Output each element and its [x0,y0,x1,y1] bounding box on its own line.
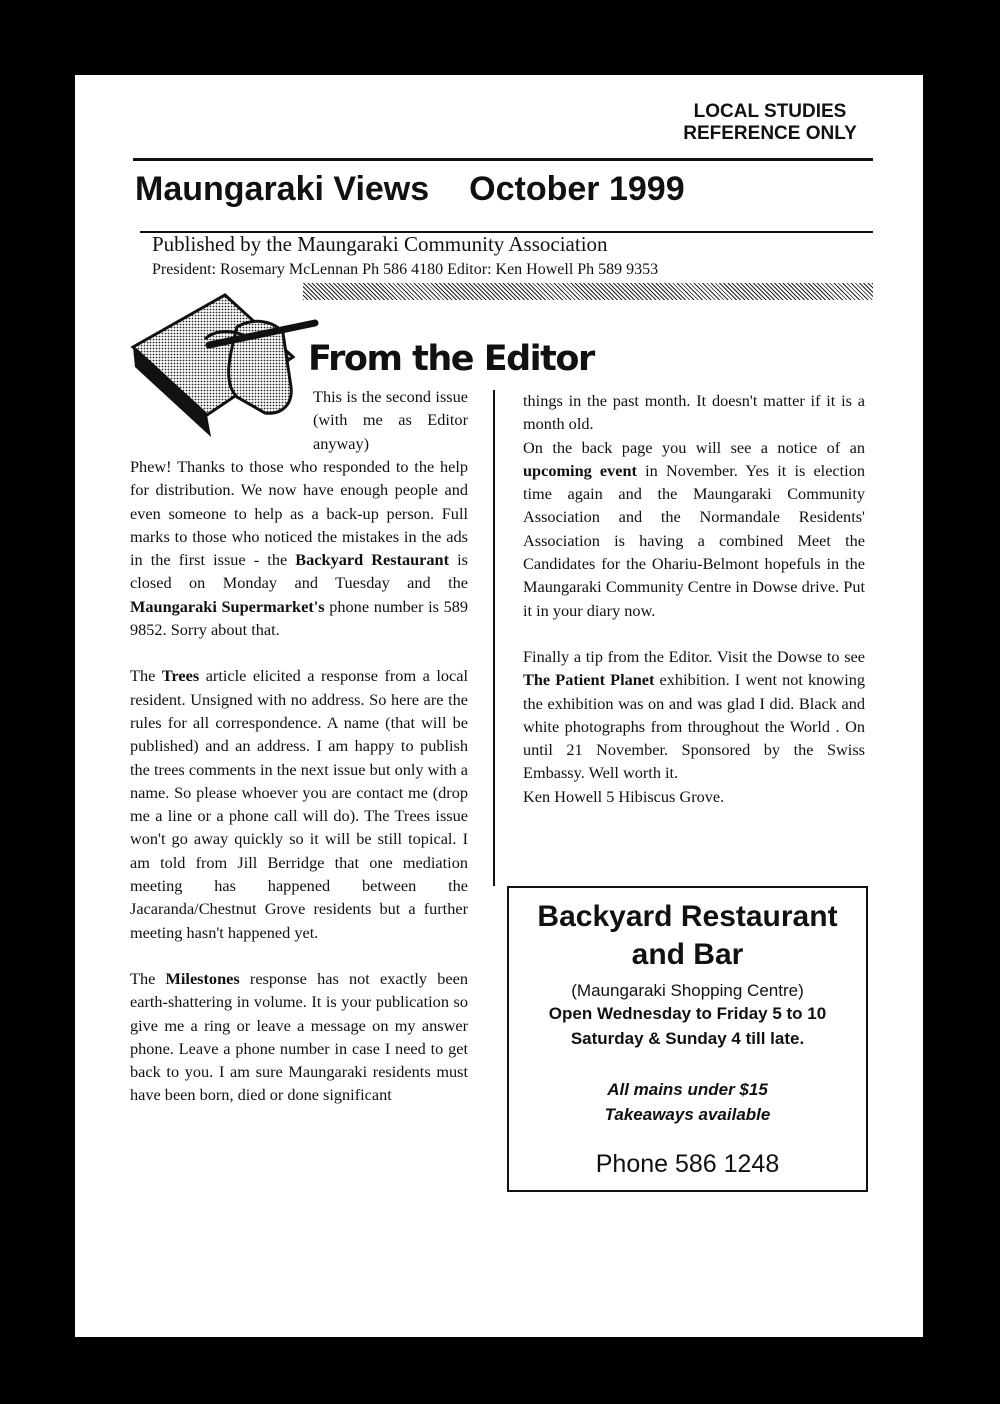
p3-bold-milestones: Milestones [165,968,240,988]
p2-text-a: The [130,666,162,686]
article-heading: From the Editor [308,339,594,379]
advert-name-line-1: Backyard Restaurant [537,900,838,933]
p3-text-c: response has not exactly been earth-shattering in volume. It is your publication so give me a ring or leave a message on my answer phone. Leave a phone number in case I need to get back to you. I am sure Maungaraki residents must have been born, died or done significant [130,968,468,1105]
advert-name-line-2: and Bar [631,938,744,971]
left-column [130,455,468,1107]
p4-text-a: On the back page you will see a notice of an [523,437,865,457]
p1-bold-backyard: Backyard Restaurant [295,550,450,570]
advert-restaurant-name [509,898,866,974]
editor-signoff: Ken Howell 5 Hibiscus Grove. [523,786,725,806]
newsletter-page [75,75,923,1337]
advert-hours-weekend: Saturday & Sunday 4 till late. [570,1029,805,1048]
column-divider [493,390,495,886]
p2-bold-trees: Trees [161,666,200,686]
right-column [523,389,865,808]
advert-mains: All mains under $15 [607,1080,768,1099]
p5-text-a: Finally a tip from the Editor. Visit the Dowse to see [523,646,865,666]
p1-text-d: phone number is 589 9852. Sorry about that. [130,596,468,640]
paragraph-election [523,436,865,622]
p4-bold-upcoming-event: upcoming event [523,460,637,480]
advert-phone: Phone 586 1248 [595,1150,780,1178]
stamp-line-2: REFERENCE ONLY [683,123,857,144]
paragraph-dowse-tip [523,645,865,785]
p3-text-a: The [130,968,166,988]
paragraph-distribution [130,455,468,641]
advert-location: (Maungaraki Shopping Centre) [571,981,804,1000]
masthead-title [135,170,685,209]
article-intro: This is the second issue (with me as Editor anyway) [313,387,468,453]
masthead-top-rule [133,158,873,161]
paragraph-trees [130,664,468,944]
writing-hand-clipart [125,287,325,447]
p1-text-a: Phew! Thanks to those who responded to the help for distribution. We now have enough people and even someone to help as a back-up person. Full marks to those who noticed the mistakes in the ads in the first issue - the [130,457,468,570]
issue-date: October 1999 [469,170,685,208]
advert-hours-weekday: Open Wednesday to Friday 5 to 10 [548,1004,827,1023]
publisher-line: Published by the Maungaraki Community Association [152,232,608,256]
restaurant-advert [507,886,868,1192]
p1-bold-supermarket: Maungaraki Supermarket's [130,596,325,616]
newsletter-name: Maungaraki Views [135,170,430,208]
paragraph-milestones [130,967,468,1107]
p4-text-c: in November. Yes it is election time again and the Maungaraki Community Association and the Normandale Residents' Association is having a combined Meet the Candidates for the Ohariu-Belmont hopefuls in the Maungaraki Community Centre in Dowse drive. Put it in your diary now. [523,460,865,620]
library-stamp [675,101,865,145]
p2-text-c: article elicited a response from a local resident. Unsigned with no address. So here are the rules for all correspondence. A name (that will be published) and an address. I am happy to publish the trees comments in the next issue but only with a name. So please whoever you are contact me (drop me a line or a phone call will do). The Trees issue won't go away quickly so it will be still topical. I am told from Jill Berridge that one mediation meeting has happened between the Jacaranda/Chestnut Grove residents but a further meeting hasn't happened yet. [130,666,468,942]
advert-offers [509,1077,866,1127]
advert-takeaways: Takeaways available [604,1105,771,1124]
shaded-banner [303,283,873,300]
paragraph-milestones-continued: things in the past month. It doesn't matter if it is a month old. [523,391,865,434]
p5-text-c: exhibition. I went not knowing the exhibition was on and was glad I did. Black and white photographs from throughout the World . On until 21 November. Sponsored by the Swiss Embassy. Well worth it. [523,670,865,783]
p1-text-c: is closed on Monday and Tuesday and the [130,550,468,593]
p5-bold-patient-planet: The Patient Planet [523,670,655,690]
staff-contacts: President: Rosemary McLennan Ph 586 4180 Editor: Ken Howell Ph 589 9353 [152,261,659,278]
stamp-line-1: LOCAL STUDIES [693,101,847,122]
